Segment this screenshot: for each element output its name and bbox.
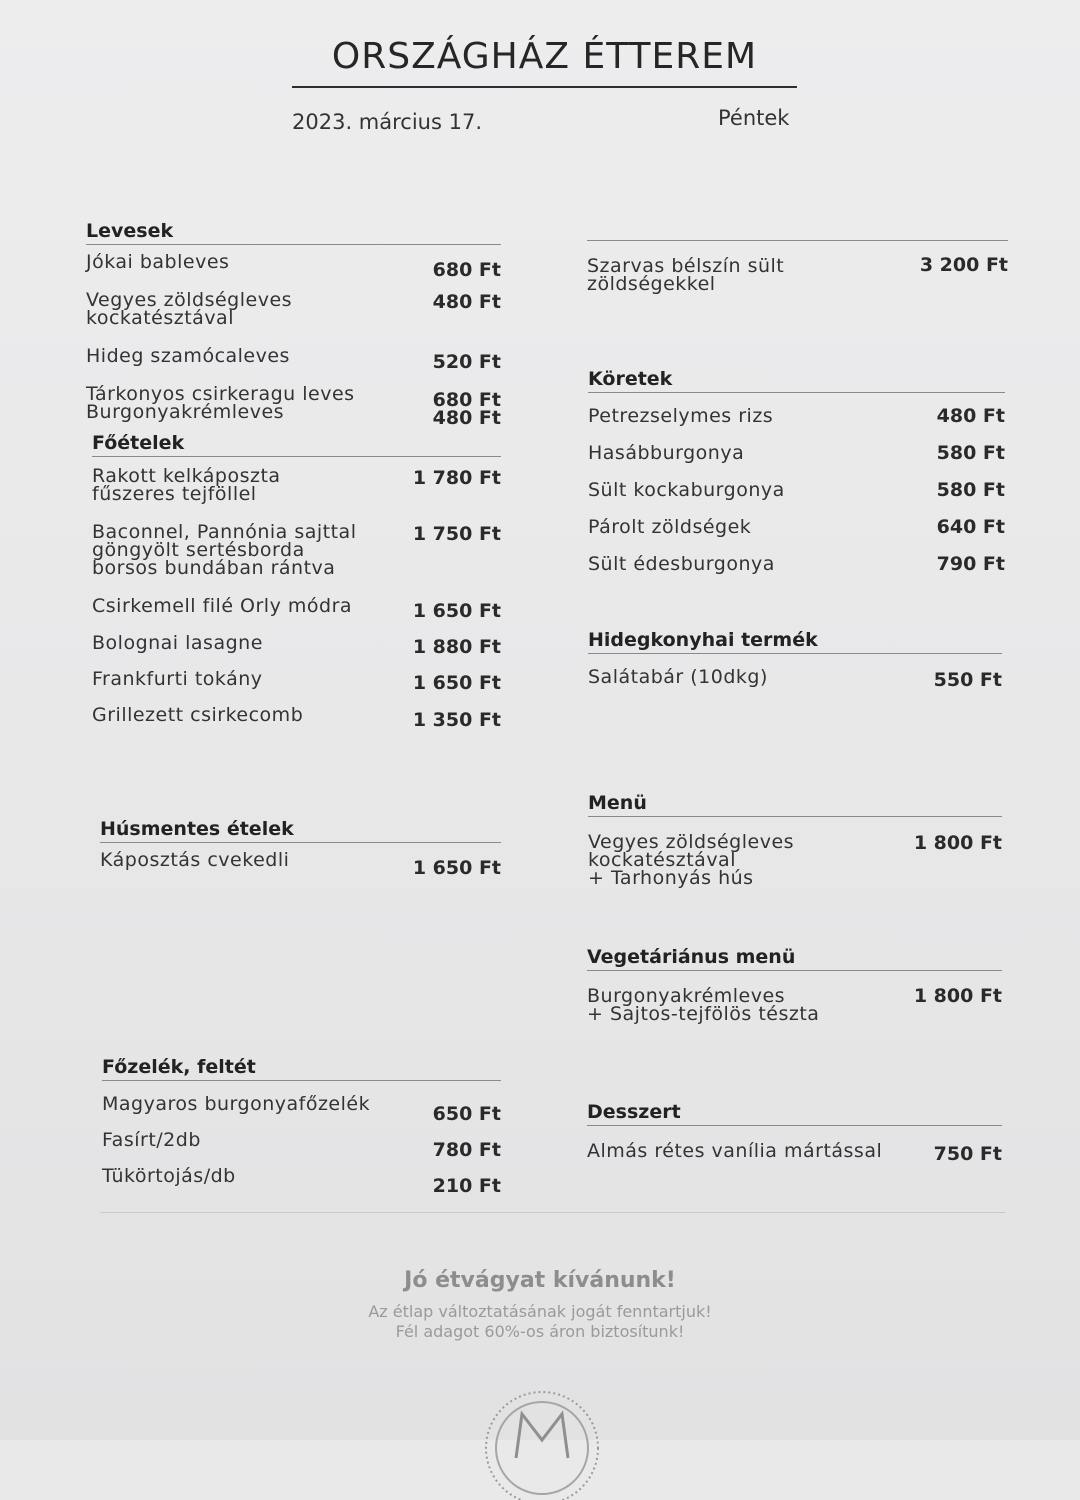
section-heading: Vegetáriánus menü [587, 946, 1002, 971]
item-name: Szarvas bélszín sült zöldségekkel [587, 255, 785, 295]
item-name: Frankfurti tokány [92, 668, 263, 690]
item-price: 790 Ft [936, 553, 1005, 575]
item-price: 1 750 Ft [412, 523, 501, 545]
item-price: 750 Ft [933, 1143, 1002, 1165]
item-name: Sült kockaburgonya [588, 479, 785, 501]
item-name: Almás rétes vanília mártással [587, 1140, 883, 1162]
footer-notice-1: Az étlap változtatásának jogát fenntartjuk! [368, 1302, 712, 1321]
item-price: 1 650 Ft [412, 672, 501, 694]
item-name: Vegyes zöldségleves kockatésztával + Tarhonyás hús [588, 831, 795, 889]
item-price: 550 Ft [933, 669, 1002, 691]
item-name: Baconnel, Pannónia sajttal göngyölt sertésborda borsos bundában rántva [92, 521, 357, 579]
item-name: Hideg szamócaleves [86, 345, 290, 367]
item-name: Rakott kelkáposzta fűszeres tejföllel [92, 465, 281, 505]
section-heading: Főételek [92, 432, 501, 457]
footer-notice-2: Fél adagot 60%-os áron biztosítunk! [395, 1322, 685, 1341]
item-price: 650 Ft [432, 1103, 501, 1125]
section-heading: Hidegkonyhai termék [588, 629, 1002, 654]
item-price: 3 200 Ft [919, 254, 1008, 276]
menu-day: Péntek [718, 106, 790, 130]
section-heading [587, 216, 1008, 241]
section-foetelek [92, 432, 501, 731]
item-price: 1 650 Ft [412, 857, 501, 879]
item-price: 480 Ft [432, 291, 501, 313]
section-fozelek [102, 1056, 501, 1197]
menu-date: 2023. március 17. [292, 110, 482, 134]
item-price: 780 Ft [432, 1139, 501, 1161]
item-name: Káposztás cvekedli [100, 849, 290, 871]
item-price: 680 Ft [432, 259, 501, 281]
section-husmentes [100, 818, 501, 879]
item-name: Tükörtojás/db [102, 1165, 236, 1187]
item-name: Csirkemell filé Orly módra [92, 595, 353, 617]
item-name: Fasírt/2db [102, 1129, 201, 1151]
item-price: 580 Ft [936, 479, 1005, 501]
title-underline [292, 86, 797, 88]
item-price: 1 650 Ft [412, 600, 501, 622]
item-price: 480 Ft [432, 407, 501, 429]
item-name: Hasábburgonya [588, 442, 745, 464]
item-price: 1 780 Ft [412, 467, 501, 489]
section-menu [588, 792, 1002, 889]
section-special [587, 216, 1008, 295]
footer-divider [100, 1212, 1005, 1213]
restaurant-title: ORSZÁGHÁZ ÉTTEREM [331, 36, 758, 77]
item-price: 580 Ft [936, 442, 1005, 464]
item-name: Petrezselymes rizs [588, 405, 774, 427]
section-heading: Menü [588, 792, 1002, 817]
item-price: 1 800 Ft [913, 985, 1002, 1007]
item-name: Párolt zöldségek [588, 516, 752, 538]
section-heading: Desszert [587, 1101, 1002, 1126]
section-desszert [587, 1101, 1002, 1165]
section-heading: Levesek [86, 220, 501, 245]
item-price: 1 350 Ft [412, 709, 501, 731]
item-name: Magyaros burgonyafőzelék [102, 1093, 371, 1115]
item-name: Tárkonyos csirkeragu leves Burgonyakrémleves [86, 383, 355, 423]
section-heading: Köretek [588, 368, 1005, 393]
item-price: 1 880 Ft [412, 636, 501, 658]
section-levesek [86, 220, 501, 429]
item-price: 480 Ft [936, 405, 1005, 427]
item-price: 640 Ft [936, 516, 1005, 538]
section-heading: Főzelék, feltét [102, 1056, 501, 1081]
item-name: Grillezett csirkecomb [92, 704, 304, 726]
item-name: Sült édesburgonya [588, 553, 775, 575]
item-name: Bolognai lasagne [92, 632, 263, 654]
item-name: Burgonyakrémleves + Sajtos-tejfölös tészta [587, 985, 820, 1025]
item-price: 210 Ft [432, 1175, 501, 1197]
footer-greeting: Jó étvágyat kívánunk! [404, 1268, 676, 1293]
section-vegetarianus [587, 946, 1002, 1025]
restaurant-logo-icon [476, 1380, 608, 1500]
item-name: Vegyes zöldségleves kockatésztával [86, 289, 293, 329]
section-koretek [588, 368, 1005, 575]
item-price: 1 800 Ft [913, 832, 1002, 854]
section-heading: Húsmentes ételek [100, 818, 501, 843]
section-hidegkonyha [588, 629, 1002, 691]
item-price: 680 Ft [432, 389, 501, 411]
item-price: 520 Ft [432, 351, 501, 373]
item-name: Salátabár (10dkg) [588, 666, 768, 688]
item-name: Jókai bableves [86, 251, 230, 273]
